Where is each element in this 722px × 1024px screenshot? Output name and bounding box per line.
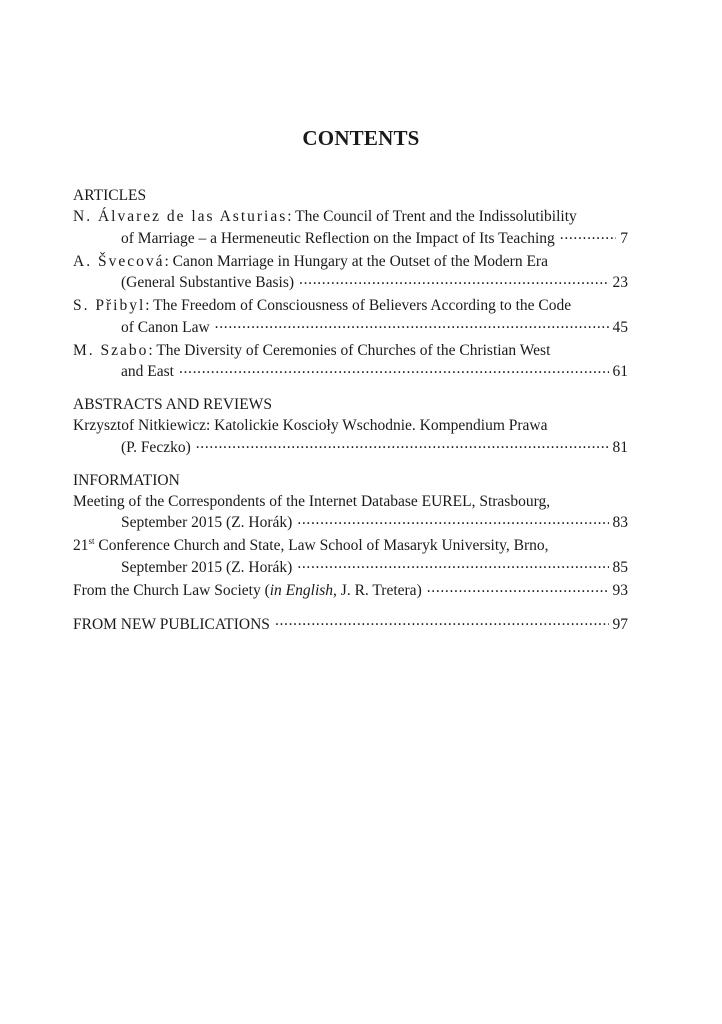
- dot-leader: [560, 227, 616, 243]
- section-information: [73, 470, 628, 602]
- entry-title-continued: September 2015 (Z. Horák): [121, 514, 293, 531]
- page-number: 23: [612, 274, 628, 291]
- entry-title: : Canon Marriage in Hungary at the Outset of the Modern Era: [164, 252, 548, 270]
- table-of-contents: [73, 185, 628, 647]
- entry-title-continued: and East: [121, 363, 174, 380]
- dot-leader: [215, 316, 609, 332]
- entry-title-continued: (General Substantive Basis): [121, 274, 295, 291]
- entry-last-line: [73, 361, 628, 383]
- entry-title-continued: of Canon Law: [121, 318, 210, 336]
- entry-first-line: [73, 206, 628, 227]
- dot-leader: [297, 556, 608, 572]
- toc-entry[interactable]: [73, 580, 628, 602]
- section-heading-new-publications: FROM NEW PUBLICATIONS: [73, 615, 270, 633]
- entry-first-line: [73, 340, 628, 361]
- page-number: 85: [612, 558, 628, 576]
- entry-title-continued: of Marriage – a Hermeneutic Reflection on the Impact of Its Teaching: [121, 229, 555, 247]
- toc-entry[interactable]: [73, 340, 628, 383]
- page-number: 61: [612, 363, 628, 380]
- entry-last-line: [73, 227, 628, 249]
- entry-author: N. Álvarez de las Asturias: [73, 208, 288, 225]
- dot-leader: [427, 580, 609, 596]
- entry-first-line: Meeting of the Correspondents of the Internet Database EUREL, Strasbourg,: [73, 492, 551, 510]
- page-number: 7: [620, 229, 628, 247]
- entry-last-line: [73, 512, 628, 534]
- entry-last-line: [73, 316, 628, 338]
- entry-first-line: [73, 251, 628, 272]
- page-number: 45: [612, 318, 628, 336]
- entry-author: S. Přibyl: [73, 297, 146, 314]
- page-number: 81: [612, 438, 628, 456]
- page-title: CONTENTS: [302, 126, 420, 150]
- page-number: 83: [612, 514, 628, 531]
- entry-title-end: , J. R. Tretera): [333, 582, 422, 599]
- section-heading-articles: ARTICLES: [73, 187, 147, 204]
- entry-last-line: [73, 436, 628, 458]
- entry-title: [73, 580, 422, 601]
- toc-entry[interactable]: [73, 491, 628, 534]
- section-new-publications[interactable]: [73, 613, 628, 635]
- toc-entry[interactable]: [73, 415, 628, 458]
- ordinal-suffix: st: [88, 535, 95, 546]
- toc-entry[interactable]: [73, 206, 628, 249]
- dot-leader: [196, 436, 609, 452]
- ordinal-number: 21: [73, 537, 89, 554]
- entry-title-continued: September 2015 (Z. Horák): [121, 558, 293, 576]
- toc-entry[interactable]: [73, 535, 628, 578]
- section-heading-information: INFORMATION: [73, 471, 180, 489]
- dot-leader: [299, 272, 608, 288]
- entry-last-line: [73, 272, 628, 294]
- section-abstracts-and-reviews: [73, 394, 628, 458]
- page-number: 93: [612, 582, 628, 599]
- entry-last-line: [73, 556, 628, 578]
- entry-title: Conference Church and State, Law School of Masaryk University, Brno,: [94, 537, 549, 554]
- entry-title-italic: in English: [269, 582, 334, 599]
- toc-entry[interactable]: [73, 251, 628, 294]
- section-articles: [73, 185, 628, 382]
- section-heading-abstracts: ABSTRACTS AND REVIEWS: [73, 396, 272, 413]
- entry-title-start: From the Church Law Society (: [73, 582, 270, 599]
- dot-leader: [179, 361, 609, 377]
- entry-author: M. Szabo: [73, 341, 149, 359]
- entry-title-continued: (P. Feczko): [121, 438, 191, 456]
- entry-title: : The Freedom of Consciousness of Believers According to the Code: [145, 297, 572, 314]
- entry-single-line: [73, 613, 628, 635]
- page-number: 97: [612, 615, 628, 633]
- entry-author: A. Švecová: [73, 252, 165, 270]
- entry-first-line: Krzysztof Nitkiewicz: Katolickie Koscioły Wschodnie. Kompendium Prawa: [73, 417, 548, 434]
- entry-title: : The Council of Trent and the Indissolutibility: [287, 208, 577, 225]
- entry-first-line: [73, 295, 628, 316]
- dot-leader: [297, 512, 608, 528]
- toc-entry[interactable]: [73, 295, 628, 338]
- entry-title: : The Diversity of Ceremonies of Churches of the Christian West: [148, 341, 551, 359]
- dot-leader: [275, 613, 609, 629]
- entry-single-line: [73, 580, 628, 602]
- entry-first-line: [73, 535, 628, 556]
